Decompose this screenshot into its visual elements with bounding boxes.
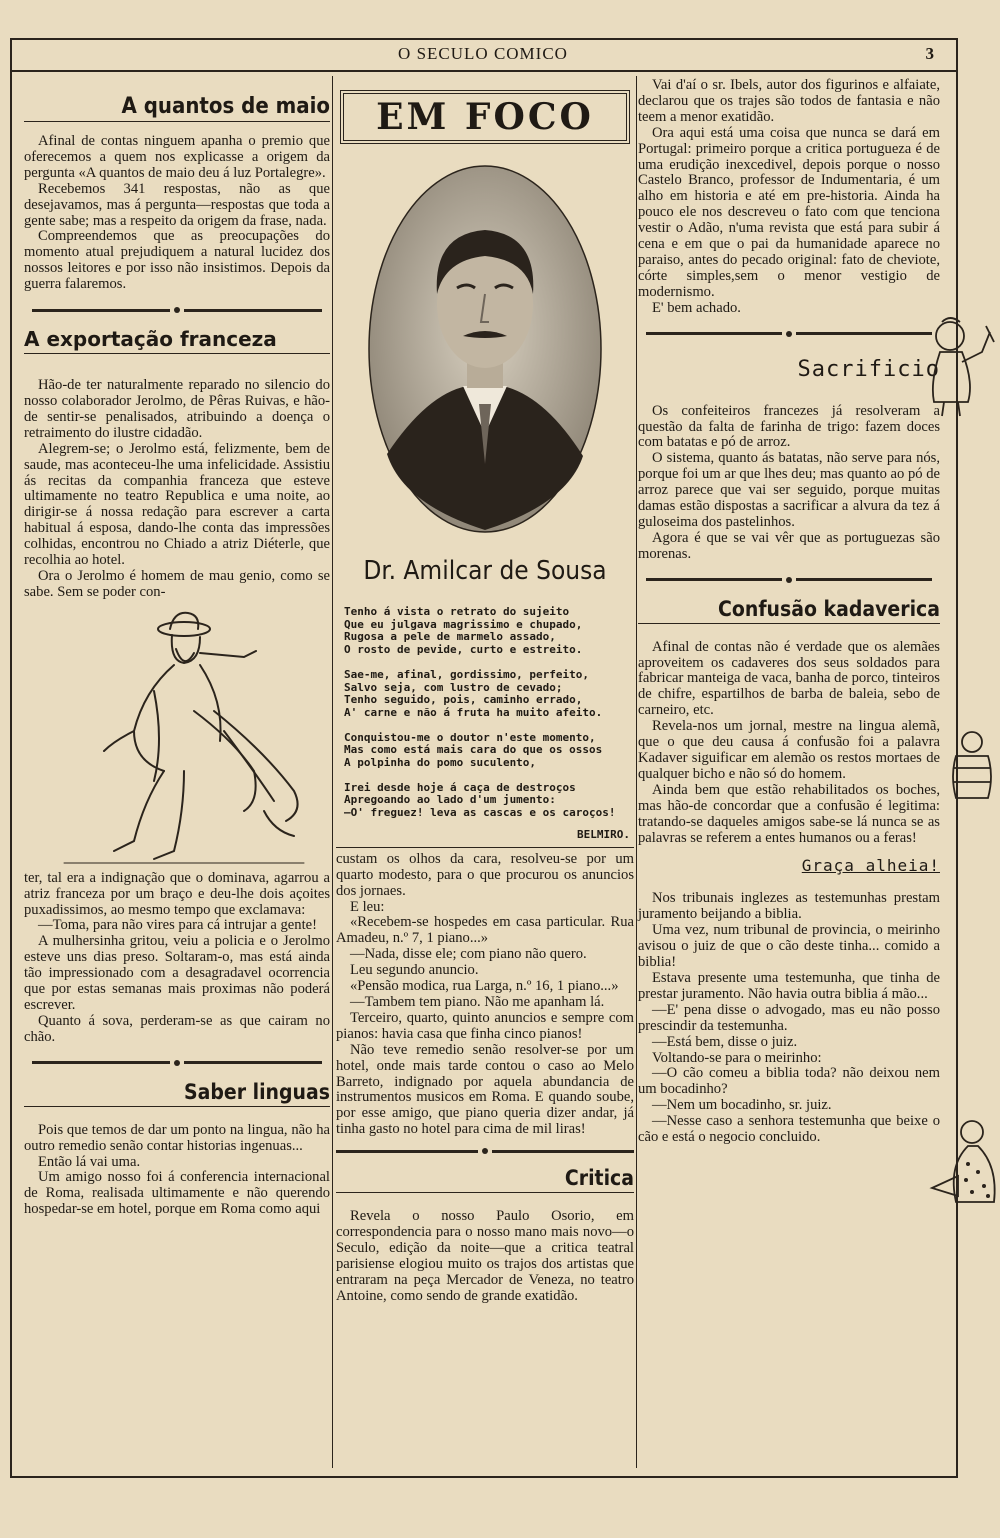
poem-stanza: Sae-me, afinal, gordissimo, perfeito, Salvo seja, com lustro de cevado; Tenho seguido, pois, caminho errado, A' carne e não á fruta ha muito afeito. [344,667,603,719]
section-divider [646,577,932,583]
portrait-caption: Dr. Amilcar de Sousa [363,556,607,586]
paragraph: —Está bem, disse o juiz. [652,1033,798,1050]
paragraph: Pois que temos de dar um ponto na lingua, não ha outro remedio senão contar historias ingenuas... [24,1121,330,1154]
paragraph: Recebemos 341 respostas, não as que desejavamos, mas á pergunta—respostas que toda a gente sabe; mas a respeito da origem da frase, nada. [24,180,330,229]
article-title: Saber linguas [24,1080,330,1107]
paragraph: —Nada, disse ele; com piano não quero. [350,946,587,963]
paragraph: Revela o nosso Paulo Osorio, em correspondencia para o nosso mano mais novo—o Seculo, edição da noite—que a critica teatral parisiense elogiou muito os trajos dos artistas que entraram na peça Mercador de Veneza, no teatro Antoine, como sendo de grande exatidão. [336,1208,634,1304]
paragraph: Ora aqui está uma coisa que nunca se dará em Portugal: primeiro porque a critica portugueza é de uma erudição inexcedivel, depois porque o nosso Castelo Branco, professor de Indumentaria, é um alho em historia e até em pre-historia. Ainda ha pouco ele nos descreveu o fato com que tenciona vestir o Adão, n'uma revista que está para subir á cena e em que o pai da humanidade aparece no paraiso, antes do pecado original: fato de cheviote, córte simples,sem o menor vestigio de modernismo. [638,124,940,300]
column-rule-2 [636,76,637,1468]
paragraph: Voltando-se para o meirinho: [652,1049,822,1066]
article-title: A quantos de maio [24,94,330,122]
paragraph: ter, tal era a indignação que o dominava, agarrou a atriz franceza por um braço e deu-lhe dois açoites puxadissimos, ao mesmo tempo que exclamava: [24,869,330,918]
poem-stanza: Irei desde hoje á caça de destroços Apregoando ao lado d'um jumento: —O' freguez! leva as cascas e os caroços! [344,780,616,820]
section-divider [646,331,932,337]
header-rule [10,70,956,72]
caricature-illustration [24,601,324,871]
paragraph: Afinal de contas ninguem apanha o premio que oferecemos a quem nos explicasse a origem da pergunta «A quantos de maio deu á luz Portalegre». [24,133,330,181]
paragraph: Revela-nos um jornal, mestre na lingua alemã, que o que deu causa á confusão foi a palavra Kadaver siguificar em alemão os restos mortaes de qualquer bicho e não só do homem. [638,718,940,782]
paragraph: —E' pena disse o advogado, mas eu não posso prescindir da testemunha. [638,1001,940,1034]
portrait-photo [367,164,603,534]
paragraph: E' bem achado. [652,299,741,316]
paragraph: Compreendemos que as preocupações do momento atual prejudiquem a natural lucidez dos nossos leitores e por isso não insistimos. Depois da guerra falaremos. [24,228,330,293]
column-rule-1 [332,76,333,1468]
paragraph: Então lá vai uma. [38,1153,141,1170]
article-title: Critica [336,1166,634,1193]
column-left [24,78,330,1218]
section-divider [32,1060,322,1066]
paragraph: Leu segundo anuncio. [350,962,479,979]
poem-signature: BELMIRO. [577,827,630,841]
section-rule [336,847,634,848]
article-title: Graça alheia! [801,856,940,876]
paragraph: Quanto á sova, perderam-se as que cairam no chão. [24,1012,330,1045]
paragraph: Os confeiteiros francezes já resolveram a questão da falta de farinha de trigo: fazem doces com batatas e pó de arroz. [638,402,940,451]
paragraph: Estava presente uma testemunha, que tinha de prestar juramento. Não havia outra biblia á mão... [638,969,940,1002]
paragraph: O sistema, quanto ás batatas, não serve para nós, porque foi um ar que lhes deu; mas quanto ao pó de arroz parece que vai ser seguido, porque muitas damas estão dispostas a sacrificar a alvura da tez á guloseima dos pastelinhos. [638,450,940,530]
paragraph: Vai d'aí o sr. Ibels, autor dos figurinos e alfaiate, declarou que os trajes são todos de fantasia e não teem a menor exatidão. [638,77,940,125]
paragraph: —Tambem tem piano. Não me apanham lá. [350,994,605,1010]
paragraph: E leu: [350,898,385,915]
column-right [638,78,940,1146]
poem-stanza: Conquistou-me o doutor n'este momento, Mas como está mais cara do que os ossos A polpinha do pomo suculento, [344,730,603,770]
paragraph: Ainda bem que estão rehabilitados os boches, mas hão-de concordar que a confusão é legitima: tratando-se daqueles amigos sabe-se lá nunca se as palavras se referem a entes humanos ou a feras! [638,781,940,846]
dotted-dress-figure-illustration [928,1116,1000,1212]
paragraph: «Recebem-se hospedes em casa particular. Rua Amadeu, n.º 7, 1 piano...» [336,914,634,947]
paragraph: Nos tribunais inglezes as testemunhas prestam juramento beijando a biblia. [638,890,940,923]
masthead: O SECULO COMICO [398,44,568,63]
paragraph: Não teve remedio senão resolver-se por um hotel, onde mais tarde contou o caso ao Melo Barreto, indignado por aquela abundancia de instrumentos musicos em Roma. E quando soube, por esse amigo, que piano queria dizer andar, já tinha gasto no hotel para cima de mil liras! [336,1041,634,1138]
paragraph: Afinal de contas não é verdade que os alemães aproveitem os cadaveres dos seus soldados para fabricar manteiga de vaca, banha de porco, tinteiros de chifre, espartilhos de barba de baleia, sebo de carneiro, etc. [638,638,940,719]
section-banner: EM FOCO [340,90,630,144]
paragraph: custam os olhos da cara, resolveu-se por um quarto modesto, para o que procurou os anuncios dos jornaes. [336,850,634,899]
paragraph: Agora é que se vai vêr que as portuguezas são morenas. [638,529,940,562]
article-title: Confusão kadaverica [638,597,940,624]
paragraph: —Nem um bocadinho, sr. juiz. [652,1097,832,1114]
paragraph: Uma vez, num tribunal de provincia, o meirinho avisou o juiz de que o cão deste tinha... comido a biblia! [638,922,940,971]
paragraph: Ora o Jerolmo é homem de mau genio, como se sabe. Sem se poder con- [24,567,330,600]
barrel-figure-illustration [946,728,998,808]
paragraph: Terceiro, quarto, quinto anuncios e sempre com pianos: havia casa que finha cinco pianos! [336,1009,634,1042]
paragraph: Hão-de ter naturalmente reparado no silencio do nosso colaborador Jerolmo, de Pêras Ruivas, e hão-de sentir-se penalisados, atribuindo a doença o retraimento do ilustre cidadão. [24,377,330,441]
poem-stanza: Tenho á vista o retrato do sujeito Que eu julgava magrissimo e chupado, Rugosa a pele de marmelo assado, O rosto de pevide, curto e estreito. [344,605,583,657]
article-title: A exportação franceza [24,327,330,354]
paragraph: —Toma, para não vires para cá intrujar a gente! [38,917,317,934]
paragraph: A mulhersinha gritou, veiu a policia e o Jerolmo esteve uns dias preso. Soltaram-o, mas está ainda tão impressionado com a desagradavel ocorrencia que por estas semanas mais proximas não poderá escrever. [24,933,330,1013]
child-figure-illustration [920,312,1000,422]
page-number: 3 [925,44,934,63]
article-title: Sacrificio [797,356,940,382]
paragraph: —Nesse caso a senhora testemunha que beixe o cão e está o negocio concluido. [638,1113,940,1146]
section-divider [336,1148,634,1154]
section-divider [32,307,322,313]
column-middle [336,78,634,1305]
paragraph: Alegrem-se; o Jerolmo está, felizmente, bem de saude, mas aconteceu-lhe uma infelicidade. Assistiu ás recitas da companhia franceza que esteve ultimamente no teatro Republica e uma noite, ao dirigir-se á nossa redação para escrever a carta habitual á esposa, dando-lhe conta das impressões colhidas, encontrou no Chiado a atriz Diéterle, que recolhia ao hotel. [24,440,330,569]
paragraph: «Pensão modica, rua Larga, n.º 16, 1 piano...» [350,978,619,995]
paragraph: Um amigo nosso foi á conferencia internacional de Roma, realisada ultimamente e não querendo hospedar-se em hotel, porque em Roma como aqui [24,1169,330,1218]
paragraph: —O cão comeu a biblia toda? não deixou nem um bocadinho? [638,1065,940,1098]
